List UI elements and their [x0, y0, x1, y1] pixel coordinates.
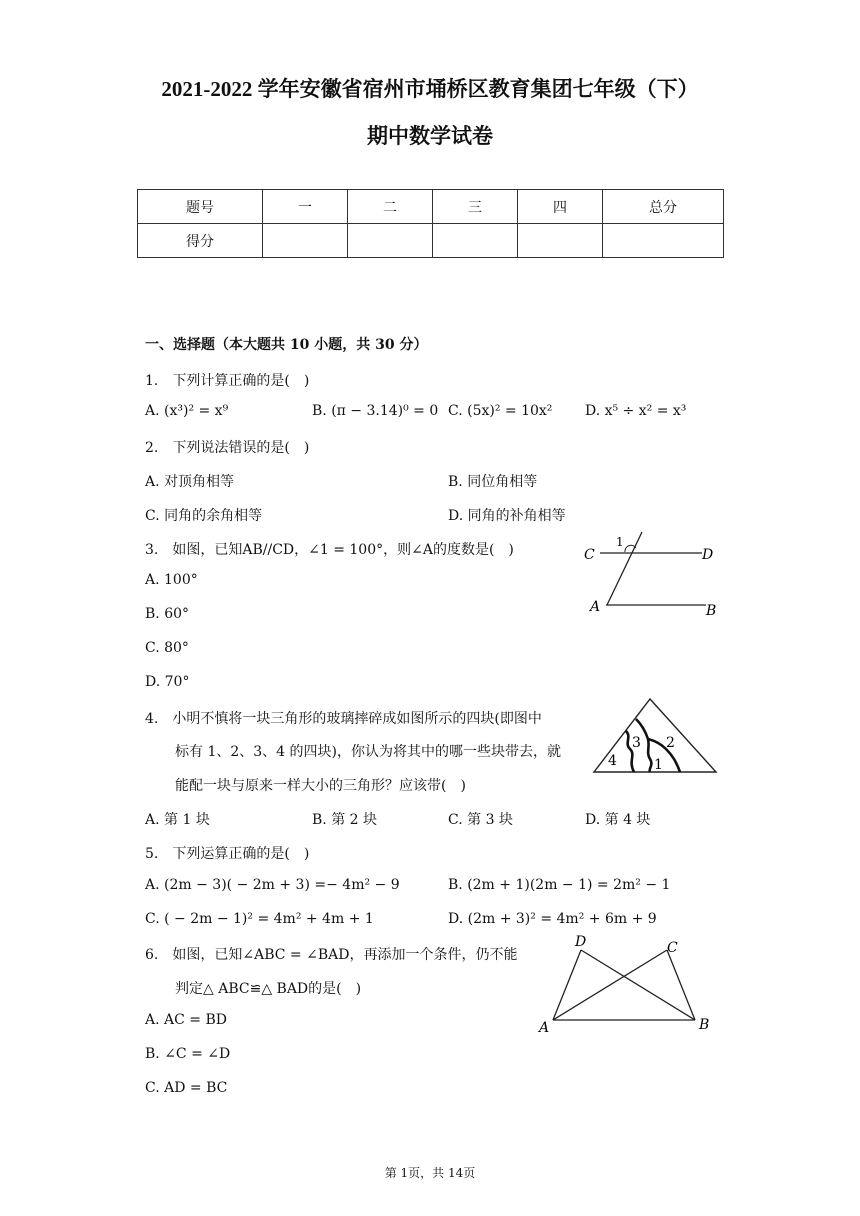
triangles-figure	[535, 932, 720, 1042]
piece-label-2: 2	[666, 735, 675, 751]
option-d: D. 同角的补角相等	[448, 508, 566, 524]
exam-title-line2: 期中数学试卷	[367, 124, 493, 148]
score-cell-empty	[518, 224, 603, 258]
question-stem: 3. 如图，已知AB//CD，∠1 = 100°，则∠A的度数是( )	[145, 542, 514, 558]
label-c: C	[584, 547, 595, 563]
question-stem: 6. 如图，已知∠ABC = ∠BAD，再添加一个条件，仍不能	[145, 947, 518, 963]
score-cell-empty	[263, 224, 348, 258]
question-stem-cont: 标有 1、2、3、4 的四块)，你认为将其中的哪一些块带去，就	[175, 744, 561, 760]
option-b: B. 第 2 块	[312, 812, 377, 828]
piece-label-4: 4	[608, 753, 617, 769]
label-b: B	[706, 603, 717, 619]
option-a: A. AC = BD	[145, 1012, 227, 1028]
segment-cb	[667, 950, 695, 1020]
option-a: A. 100°	[145, 572, 198, 588]
score-table-header-row	[138, 190, 724, 224]
score-table-score-row	[138, 224, 724, 258]
option-b: B. ∠C = ∠D	[145, 1046, 231, 1062]
option-c: C. 第 3 块	[448, 812, 513, 828]
question-stem: 2. 下列说法错误的是( )	[145, 440, 310, 456]
score-cell: 题号	[138, 190, 263, 224]
broken-glass-triangle-figure	[590, 695, 720, 777]
option-b: B. 同位角相等	[448, 474, 538, 490]
segment-ad	[553, 950, 581, 1020]
option-a: A. 对顶角相等	[145, 474, 235, 490]
option-c: C. ( − 2m − 1)² = 4m² + 4m + 1	[145, 911, 374, 927]
score-cell-empty	[603, 224, 724, 258]
label-d: D	[702, 547, 714, 563]
segment-db	[581, 950, 695, 1020]
option-d: D. 第 4 块	[585, 812, 651, 828]
option-a: A. 第 1 块	[145, 812, 210, 828]
question-stem: 1. 下列计算正确的是( )	[145, 373, 310, 389]
question-stem: 4. 小明不慎将一块三角形的玻璃摔碎成如图所示的四块(即图中	[145, 711, 542, 727]
score-cell: 四	[518, 190, 603, 224]
label-angle-1: 1	[616, 535, 624, 549]
parallel-lines-figure	[580, 530, 720, 620]
crack-right	[648, 739, 680, 772]
score-cell: 二	[348, 190, 433, 224]
score-cell: 总分	[603, 190, 724, 224]
option-c: C. AD = BC	[145, 1080, 228, 1096]
option-a: A. (2m − 3)( − 2m + 3) =− 4m² − 9	[145, 877, 400, 893]
label-c: C	[667, 940, 678, 956]
score-cell-empty	[433, 224, 518, 258]
option-b: B. (2m + 1)(2m − 1) = 2m² − 1	[448, 877, 671, 893]
section-heading: 一、选择题（本大题共 10 小题，共 30 分）	[145, 337, 428, 353]
option-d: D. 70°	[145, 674, 190, 690]
transversal-line	[607, 532, 642, 605]
score-cell: 得分	[138, 224, 263, 258]
piece-label-1: 1	[654, 757, 663, 773]
question-stem-cont: 判定△ ABC≌△ BAD的是( )	[175, 981, 362, 997]
option-b: B. (π − 3.14)⁰ = 0	[312, 403, 439, 419]
option-d: D. (2m + 3)² = 4m² + 6m + 9	[448, 911, 657, 927]
exam-title-line1: 2021-2022 学年安徽省宿州市埇桥区教育集团七年级（下）	[161, 77, 699, 101]
score-cell: 三	[433, 190, 518, 224]
segment-ac	[553, 950, 667, 1020]
option-c: C. 同角的余角相等	[145, 508, 263, 524]
question-stem-cont: 能配一块与原来一样大小的三角形？应该带( )	[175, 778, 466, 794]
label-a: A	[539, 1020, 550, 1036]
page-footer: 第 1页，共 14页	[384, 1166, 476, 1180]
label-b: B	[699, 1017, 710, 1033]
question-stem: 5. 下列运算正确的是( )	[145, 846, 310, 862]
score-table	[137, 189, 724, 258]
score-cell-empty	[348, 224, 433, 258]
option-c: C. 80°	[145, 640, 189, 656]
option-b: B. 60°	[145, 606, 190, 622]
option-c: C. (5x)² = 10x²	[448, 403, 553, 419]
label-a: A	[590, 599, 601, 615]
score-cell: 一	[263, 190, 348, 224]
label-d: D	[575, 934, 587, 950]
option-d: D. x⁵ ÷ x² = x³	[585, 403, 687, 419]
piece-label-3: 3	[632, 735, 641, 751]
option-a: A. (x³)² = x⁹	[145, 403, 229, 419]
